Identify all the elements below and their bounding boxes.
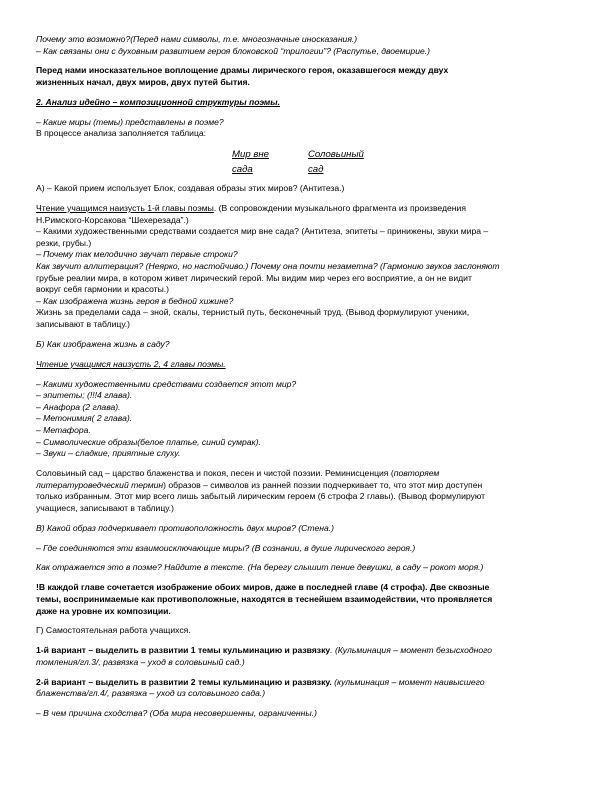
variant-line	[36, 677, 576, 689]
bold-paragraph-line: !В каждой главе сочетается изображение обоих миров, даже в последней главе (4 строфа). Две сквозные	[36, 582, 490, 593]
text-line: Как звучит аллитерация? (Неярко, но настойчиво.) Почему она почти незаметна? (Гармонию звуков заслоняют	[36, 260, 500, 271]
list-item: – Звуки – сладкие, приятные слуху.	[36, 448, 181, 459]
question-line: Б) Как изображена жизнь в саду?	[36, 338, 170, 349]
list-item: – Метафора.	[36, 424, 91, 435]
variant-1-task: 1-й вариант – выделить в развитии 1 темы кульминацию и развязку	[36, 645, 331, 656]
question-line: – Какие миры (темы) представлены в поэме?	[36, 116, 224, 127]
list-item: – Метонимия( 2 глава).	[36, 413, 133, 424]
text-segment: ) образов – символов из ранней поэзии подчеркивает то, что этот мир доступен	[163, 479, 483, 490]
text-line: В процессе анализа заполняется таблица:	[36, 128, 207, 139]
reading-note: . (В сопровождении музыкального фрагмента из произведения	[213, 202, 466, 213]
question-line: Как отражается это в поэме? Найдите в тексте. (На берегу слышит пение девушки, в саду – рокот моря.)	[36, 562, 484, 573]
bold-paragraph-line: даже на уровне их композиции.	[36, 605, 171, 616]
text-line: блаженства/гл.4/, развязка – уход из соловьиного сада.)	[36, 688, 266, 699]
variant-line	[36, 645, 576, 657]
text-line: Н.Римского-Корсакова “Шехерезада”.)	[36, 214, 189, 225]
task-heading: Г) Самостоятельная работа учащихся.	[36, 625, 191, 636]
reading-line	[36, 203, 576, 215]
bold-paragraph-line: Перед нами иносказательное воплощение драмы лирического героя, оказавшегося между двух	[36, 65, 449, 76]
question-line: – В чем причина сходства? (Оба мира несовершенны, ограниченны.)	[36, 708, 317, 719]
text-line: томления/гл.3/, развязка – уход в соловьиный сад.)	[36, 656, 245, 667]
variant-2-answer: (кульминация – момент наивысшего	[331, 676, 485, 687]
reading-instruction: Чтение учащимся наизусть 2, 4 главы поэмы.	[36, 358, 226, 369]
text-line: только избранным. Этот мир всего лишь забытый лирическим героем (6 строфа 2 главы). (Вывод формулируют	[36, 491, 486, 502]
text-line: – Какими художественными средствами создается мир вне сада? (Антитеза, эпитеты – принижены, звуки мира –	[36, 226, 489, 237]
bold-paragraph-line: темы, воспринимаемые как противоположные, находятся в теснейшем взаимодействии, что проявляется	[36, 593, 493, 604]
text-line	[36, 480, 576, 492]
table-header-world-outside-2: сада	[232, 164, 253, 176]
bold-paragraph-line: жизненных начал, двух миров, двух путей бытия.	[36, 77, 250, 88]
text-line: резки, грубы.)	[36, 237, 92, 248]
text-line: – Почему так мелодично звучат первые строки?	[36, 249, 238, 260]
question-line: В) Какой образ подчеркивает противоположность двух миров? (Стена.)	[36, 522, 335, 533]
comparison-table	[232, 147, 576, 177]
text-line: – Как изображена жизнь героя в бедной хижине?	[36, 295, 234, 306]
section-heading: 2. Анализ идейно – композиционной структуры поэмы.	[36, 96, 280, 107]
variant-1-answer: . (Кульминация – момент безысходного	[330, 645, 493, 656]
text-segment-italic: литературоведческий термин	[36, 479, 164, 490]
reading-instruction: Чтение учащимся наизусть 1-й главы поэмы	[36, 202, 214, 213]
question-line: – Где соединяются эти взаимоисключающие миры? (В сознании, в душе лирического героя.)	[36, 542, 416, 553]
text-line	[36, 468, 576, 480]
list-item: – Какими художественными средствами создается этот мир?	[36, 378, 297, 389]
text-line: – Как связаны они с духовным развитием героя блоковской “трилогии”? (Распутье, двоемирие.)	[36, 45, 431, 56]
question-line: А) – Какой прием использует Блок, создавая образы этих миров? (Антитеза.)	[36, 183, 345, 194]
text-line: Почему это возможно?(Перед нами символы, т.е. многозначные иносказания.)	[36, 34, 358, 44]
text-line: Жизнь за пределами сада – зной, скалы, тернистый путь, бесконечный труд. (Вывод формулируют ученики,	[36, 307, 470, 318]
document-body	[36, 34, 576, 720]
text-segment-italic: повторяем	[393, 468, 440, 478]
text-line: учащиеся, записывают в таблицу.)	[36, 502, 174, 513]
text-line: грубые реалии мира, в котором живет лирический герой. Мы видим мир через его восприятие, а он не видит	[36, 272, 472, 283]
list-item: – Анафора (2 глава).	[36, 401, 121, 412]
variant-2-task: 2-й вариант – выделить в развитии 2 темы кульминацию и развязку.	[36, 676, 332, 687]
text-segment: Соловьиный сад – царство блаженства и покоя, песен и чистой поэзии. Реминисценция (	[36, 468, 394, 478]
list-item: – эпитеты; (!!!4 глава).	[36, 390, 133, 401]
text-line: вокруг себя гармонии и красоты.)	[36, 284, 170, 295]
table-header-nightingale-garden-2: сад	[308, 164, 324, 176]
text-line: записывают в таблицу.)	[36, 318, 131, 329]
table-header-nightingale-garden: Соловьиный	[308, 149, 364, 161]
table-header-world-outside: Мир вне	[232, 149, 269, 161]
list-item: – Символические образы(белое платье, синий сумрак).	[36, 436, 261, 447]
